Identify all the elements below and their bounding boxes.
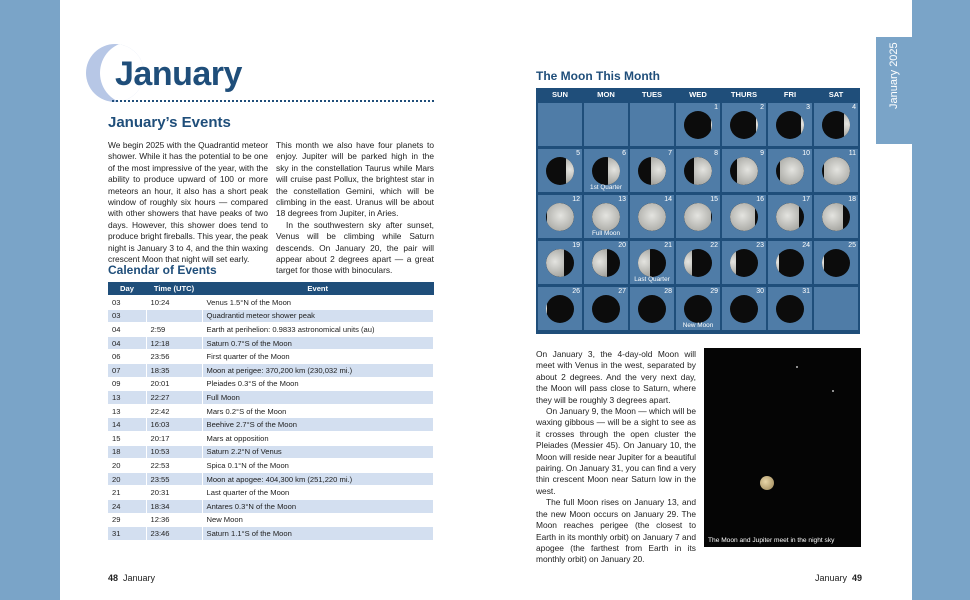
weekday-header: TUES (641, 90, 663, 99)
calendar-day (676, 195, 720, 238)
table-row (108, 363, 434, 377)
calendar-day (630, 241, 674, 284)
calendar-day (584, 241, 628, 284)
calendar-day (814, 241, 858, 284)
cell-time: 20:17 (146, 431, 202, 445)
day-number: 29 (710, 288, 718, 295)
cell-day: 07 (108, 363, 146, 377)
cell-day: 09 (108, 377, 146, 391)
cell-day: 13 (108, 404, 146, 418)
cell-event: Venus 1.5°N of the Moon (202, 296, 434, 310)
day-number: 15 (710, 196, 718, 203)
cell-event: Moon at perigee: 370,200 km (230,032 mi.) (202, 363, 434, 377)
cell-event: Full Moon (202, 391, 434, 405)
day-number: 20 (618, 242, 626, 249)
moon-phase-icon (592, 203, 620, 231)
calendar-day (630, 287, 674, 330)
table-row (108, 513, 434, 527)
star (832, 390, 834, 392)
planets-paragraph: This month we also have four planets to enjoy. Jupiter will be parked high in the sky in the constellation Taurus while Mars will cruise past Pollux, the brightest star in the constellation Gemini, which will be climbing in the east. Uranus will be about 18 degrees from Jupiter, in Aries. (276, 140, 434, 219)
intro-column-2 (276, 140, 434, 277)
cell-day: 14 (108, 418, 146, 432)
calendar-day (722, 241, 766, 284)
cell-event: Beehive 2.7°S of the Moon (202, 418, 434, 432)
cell-day: 24 (108, 499, 146, 513)
calendar-day (814, 195, 858, 238)
cell-day: 18 (108, 445, 146, 459)
cell-day: 04 (108, 323, 146, 337)
day-number: 3 (806, 104, 810, 111)
cell-event: New Moon (202, 513, 434, 527)
calendar-day (584, 287, 628, 330)
day-number: 25 (848, 242, 856, 249)
moon-phase-icon (546, 157, 574, 185)
moon-phase-icon (822, 203, 850, 231)
calendar-day (630, 149, 674, 192)
day-number: 19 (572, 242, 580, 249)
events-table (108, 282, 434, 540)
cell-time: 10:24 (146, 296, 202, 310)
moon-lit-part (737, 157, 758, 185)
col-header-event: Event (202, 282, 434, 296)
calendar-day (722, 287, 766, 330)
table-row (108, 499, 434, 513)
intro-paragraph: We begin 2025 with the Quadrantid meteor shower. While it has the potential to be one of the most impressive of the year, with the ability to produce upward of 100 or more meteors an hour, it also has a short peak window of roughly six hours — compared with other showers that have peaks of two days. However, this shower does tend to produce bright fireballs. This year, the peak night is January 3 to 4, and the thin waxing crescent Moon that night will set early. (108, 140, 268, 265)
moon-phase-icon (776, 249, 804, 277)
calendar-day (538, 241, 582, 284)
events-heading: January’s Events (108, 114, 231, 131)
moon-phase-icon (684, 157, 712, 185)
table-row (108, 472, 434, 486)
moon-lit-part (730, 203, 755, 231)
day-number: 21 (664, 242, 672, 249)
moon-phase-icon (730, 203, 758, 231)
cell-time: 22:42 (146, 404, 202, 418)
cell-time: 12:18 (146, 336, 202, 350)
moon-phase-icon (730, 249, 758, 277)
moon-phase-icon (638, 203, 666, 231)
moon-lit-part (546, 295, 547, 323)
table-row (108, 459, 434, 473)
weekday-header: THURS (730, 90, 758, 99)
intro-column-1 (108, 140, 268, 265)
table-row (108, 431, 434, 445)
cell-event: Mars at opposition (202, 431, 434, 445)
day-number: 16 (756, 196, 764, 203)
moon-lit-part (684, 249, 692, 277)
cell-day: 04 (108, 336, 146, 350)
moon-phase-icon (822, 157, 850, 185)
table-row (108, 445, 434, 459)
left-folio-label: January (123, 573, 156, 583)
calendar-day (768, 195, 812, 238)
day-number: 2 (760, 104, 764, 111)
day-number: 11 (848, 150, 856, 157)
day-number: 8 (714, 150, 718, 157)
day-number: 28 (664, 288, 672, 295)
col-header-time: Time (UTC) (146, 282, 202, 296)
cell-event: Spica 0.1°N of the Moon (202, 459, 434, 473)
table-row (108, 296, 434, 310)
right-folio (815, 573, 862, 583)
calendar-empty-cell (814, 287, 858, 330)
moon-lit-part (546, 249, 564, 277)
cell-time: 23:55 (146, 472, 202, 486)
cell-event: Saturn 2.2°N of Venus (202, 445, 434, 459)
moon-phase-icon (546, 249, 574, 277)
calendar-day (722, 195, 766, 238)
moon-lit-part (756, 111, 758, 139)
moon-lit-part (822, 249, 824, 277)
day-number: 9 (760, 150, 764, 157)
day-number: 10 (802, 150, 810, 157)
moon-phase-icon (592, 157, 620, 185)
day-number: 12 (572, 196, 580, 203)
star (796, 366, 798, 368)
moon-phase-icon (730, 157, 758, 185)
moon-paragraph-2: On January 9, the Moon — which will be waxing gibbous — will be a sight to see as it crosses through the open cluster the Pleiades (Messier 45). On January 10, the Moon will reside near Jupiter for a beautiful pairing. On January 31, you can find a very thin crescent Moon near Saturn low in the west. (536, 406, 696, 496)
right-folio-label: January (815, 573, 848, 583)
moon-phase-icon (684, 203, 712, 231)
calendar-day (676, 149, 720, 192)
day-number: 5 (576, 150, 580, 157)
calendar-day (768, 287, 812, 330)
day-number: 7 (668, 150, 672, 157)
day-number: 22 (710, 242, 718, 249)
moon-photo-disc (760, 476, 774, 490)
moon-phase-icon (776, 157, 804, 185)
moon-lit-part (684, 203, 711, 231)
moon-body-text (536, 349, 696, 566)
moon-phase-icon (776, 295, 804, 323)
calendar-empty-cell (584, 103, 628, 146)
calendar-day (814, 103, 858, 146)
weekday-header: MON (597, 90, 615, 99)
cell-event: Mars 0.2°S of the Moon (202, 404, 434, 418)
right-margin-band (912, 0, 970, 600)
page-title: January (115, 55, 242, 93)
table-row (108, 377, 434, 391)
cell-day: 31 (108, 527, 146, 540)
moon-phase-icon (546, 295, 574, 323)
cell-day: 20 (108, 459, 146, 473)
table-row (108, 404, 434, 418)
table-row (108, 336, 434, 350)
cell-time (146, 309, 202, 323)
left-page-number: 48 (108, 573, 119, 583)
photo-caption: The Moon and Jupiter meet in the night sky (708, 537, 835, 544)
moon-phase-icon (684, 249, 712, 277)
day-number: 30 (756, 288, 764, 295)
moon-lit-part (638, 203, 666, 231)
moon-lit-part (824, 157, 850, 185)
table-row (108, 527, 434, 540)
moon-lit-part (651, 157, 666, 185)
calendar-day (676, 103, 720, 146)
cell-event: Saturn 1.1°S of the Moon (202, 527, 434, 540)
cell-time: 18:35 (146, 363, 202, 377)
moon-lit-part (822, 203, 843, 231)
weekday-header: WED (689, 90, 707, 99)
day-number: 1 (714, 104, 718, 111)
cell-time: 22:53 (146, 459, 202, 473)
weekday-header: FRI (783, 90, 797, 99)
moon-lit-part (592, 203, 620, 231)
cell-day: 13 (108, 391, 146, 405)
moon-lit-part (694, 157, 712, 185)
day-number: 26 (572, 288, 580, 295)
calendar-day (630, 195, 674, 238)
cell-time: 20:31 (146, 486, 202, 500)
day-number: 14 (664, 196, 672, 203)
cell-event: Last quarter of the Moon (202, 486, 434, 500)
moon-phase-icon (592, 295, 620, 323)
cell-time: 16:03 (146, 418, 202, 432)
cell-event: Earth at perihelion: 0.9833 astronomical units (au) (202, 323, 434, 337)
day-number: 31 (802, 288, 810, 295)
moon-phase-icon (730, 295, 758, 323)
moon-lit-part (730, 249, 736, 277)
cell-day: 20 (108, 472, 146, 486)
moon-paragraph-3: The full Moon rises on January 13, and the new Moon occurs on January 29. The Moon reaches perigee (the closest to Earth in its monthly orbit) on January 7 and apogee (the farthest from Earth in its monthly orbit) on January 20. (536, 497, 696, 565)
day-number: 6 (622, 150, 626, 157)
cell-event: Moon at apogee: 404,300 km (251,220 mi.) (202, 472, 434, 486)
moon-phase-icon (546, 203, 574, 231)
cell-day: 29 (108, 513, 146, 527)
calendar-day (538, 287, 582, 330)
calendar-day (584, 195, 628, 238)
cell-day: 06 (108, 350, 146, 364)
moon-heading: The Moon This Month (536, 69, 660, 83)
phase-label: Last Quarter (634, 276, 670, 283)
phase-label: New Moon (682, 322, 714, 329)
phase-label: Full Moon (591, 230, 621, 237)
table-row (108, 309, 434, 323)
right-page-number: 49 (852, 573, 863, 583)
day-number: 18 (848, 196, 856, 203)
moon-jupiter-photo (704, 348, 861, 547)
moon-lit-part (608, 157, 620, 185)
cell-event: Saturn 0.7°S of the Moon (202, 336, 434, 350)
cell-time: 12:36 (146, 513, 202, 527)
moon-phase-icon (776, 111, 804, 139)
moon-lit-part (638, 249, 650, 277)
cell-day: 03 (108, 309, 146, 323)
day-number: 13 (618, 196, 626, 203)
moon-lit-part (844, 111, 850, 139)
calendar-day (584, 149, 628, 192)
moon-lit-part (547, 203, 574, 231)
moon-phase-icon (684, 111, 712, 139)
moon-phase-icon (730, 111, 758, 139)
moon-lit-part (776, 249, 779, 277)
cell-event: First quarter of the Moon (202, 350, 434, 364)
table-row (108, 486, 434, 500)
calendar-day (768, 103, 812, 146)
cell-event: Antares 0.3°N of the Moon (202, 499, 434, 513)
weekday-header: SAT (828, 90, 844, 99)
table-row (108, 323, 434, 337)
cell-time: 10:53 (146, 445, 202, 459)
calendar-day (768, 149, 812, 192)
table-row (108, 418, 434, 432)
month-tab-label: January 2025 (888, 42, 900, 109)
calendar-day (722, 149, 766, 192)
col-header-day: Day (108, 282, 146, 296)
cell-time: 20:01 (146, 377, 202, 391)
day-number: 17 (802, 196, 810, 203)
cell-event: Quadrantid meteor shower peak (202, 309, 434, 323)
table-row (108, 350, 434, 364)
cell-time: 23:56 (146, 350, 202, 364)
moon-lit-part (566, 157, 574, 185)
moon-lit-part (711, 111, 712, 139)
cell-time: 2:59 (146, 323, 202, 337)
calendar-empty-cell (630, 103, 674, 146)
day-number: 23 (756, 242, 764, 249)
calendar-empty-cell (538, 103, 582, 146)
dotted-divider (112, 100, 434, 102)
calendar-day (722, 103, 766, 146)
moon-lit-part (776, 203, 799, 231)
cell-day: 03 (108, 296, 146, 310)
calendar-day (814, 149, 858, 192)
moon-phase-icon (638, 249, 666, 277)
left-margin-band (0, 0, 60, 600)
moon-phase-icon (684, 295, 712, 323)
calendar-day (538, 149, 582, 192)
moon-phase-icon (822, 249, 850, 277)
moon-lit-part (780, 157, 804, 185)
left-folio (108, 573, 155, 583)
moon-phase-icon (638, 295, 666, 323)
cell-day: 21 (108, 486, 146, 500)
venus-saturn-paragraph: In the southwestern sky after sunset, Venus will be climbing while Saturn descends. On January 20, the pair will appear about 2 degrees apart — a great target for those with binoculars. (276, 219, 434, 276)
cell-time: 22:27 (146, 391, 202, 405)
moon-phase-icon (592, 249, 620, 277)
moon-calendar (536, 88, 860, 334)
day-number: 24 (802, 242, 810, 249)
calendar-day (538, 195, 582, 238)
day-number: 4 (852, 104, 856, 111)
calendar-day (768, 241, 812, 284)
cell-event: Pleiades 0.3°S of the Moon (202, 377, 434, 391)
moon-phase-icon (638, 157, 666, 185)
moon-lit-part (592, 249, 607, 277)
moon-phase-icon (822, 111, 850, 139)
phase-label: 1st Quarter (590, 184, 622, 191)
weekday-header: SUN (551, 90, 569, 99)
moon-paragraph-1: On January 3, the 4-day-old Moon will meet with Venus in the west, separated by about 2 degrees. And the very next day, the Moon will pass close to Saturn, where they will be roughly 3 degrees apart. (536, 349, 696, 405)
calendar-day (676, 241, 720, 284)
cell-time: 18:34 (146, 499, 202, 513)
cell-time: 23:46 (146, 527, 202, 540)
calendar-day (676, 287, 720, 330)
calendar-heading: Calendar of Events (108, 263, 217, 277)
cell-day: 15 (108, 431, 146, 445)
moon-lit-part (801, 111, 804, 139)
moon-phase-icon (776, 203, 804, 231)
table-row (108, 391, 434, 405)
day-number: 27 (618, 288, 626, 295)
